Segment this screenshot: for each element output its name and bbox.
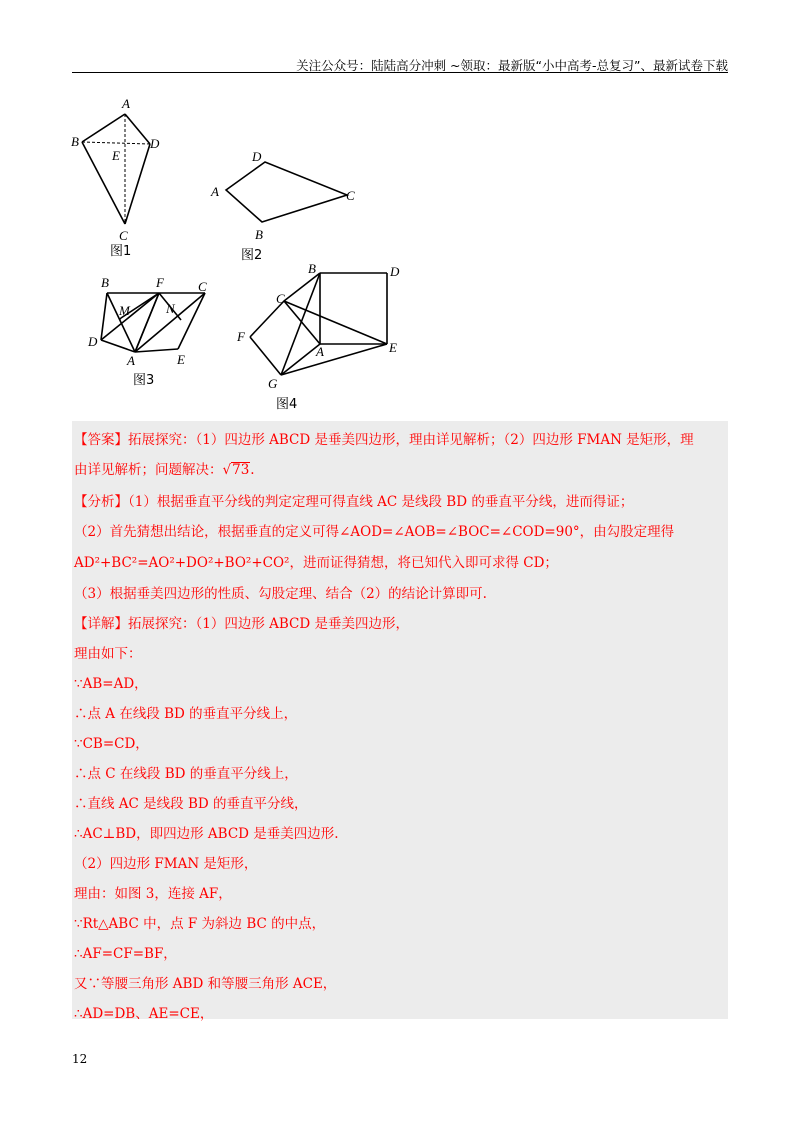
fig4-label-a: A [316, 344, 324, 359]
detail-line-4: ∴点 A 在线段 BD 的垂直平分线上， [74, 706, 298, 722]
figure-3 [85, 272, 225, 392]
answer-line-2 [74, 458, 255, 478]
fig4-label-f: F [237, 329, 245, 344]
header-divider [72, 72, 728, 73]
analysis-line-4: （3）根据垂美四边形的性质、勾股定理、结合（2）的结论计算即可. [74, 586, 487, 602]
analysis-line-1: 【分析】（1）根据垂直平分线的判定定理可得直线 AC 是线段 BD 的垂直平分线，进而得证； [74, 494, 634, 510]
figure-4 [232, 258, 412, 418]
detail-line-14: ∴AD=DB、AE=CE， [74, 1006, 214, 1022]
page-number: 12 [72, 1052, 88, 1066]
fig4-caption: 图4 [276, 397, 298, 412]
fig3-label-b: B [101, 275, 109, 290]
fig3-label-e: E [177, 352, 185, 367]
fig4-label-d: D [390, 264, 400, 279]
fig3-label-m: M [119, 303, 130, 318]
fig3-label-n: N [166, 301, 175, 316]
answer-line-2-prefix: 由详见解析；问题解决： [74, 462, 223, 478]
fig1-label-d: D [150, 136, 160, 151]
detail-line-11: ∵Rt△ABC 中，点 F 为斜边 BC 的中点， [74, 916, 326, 932]
detail-line-12: ∴AF=CF=BF， [74, 946, 177, 962]
answer-line-1: 【答案】拓展探究：（1）四边形 ABCD 是垂美四边形，理由详见解析；（2）四边形 FMAN 是矩形，理 [74, 432, 694, 448]
detail-line-2: 理由如下： [74, 646, 142, 662]
fig3-label-d: D [88, 334, 98, 349]
detail-line-5: ∵CB=CD， [74, 736, 149, 752]
analysis-line-3: AD²+BC²=AO²+DO²+BO²+CO²，进而证得猜想，将已知代入即可求得 CD； [74, 555, 558, 571]
detail-line-6: ∴点 C 在线段 BD 的垂直平分线上， [74, 766, 298, 782]
fig2-label-d: D [252, 149, 262, 164]
detail-line-8: ∴AC⊥BD，即四边形 ABCD 是垂美四边形. [74, 826, 339, 842]
fig4-label-g: G [268, 376, 278, 391]
fig1-label-c: C [119, 228, 128, 243]
sqrt-radicand: 73 [232, 462, 250, 478]
fig3-label-f: F [156, 275, 164, 290]
sqrt-sign: √ [222, 462, 232, 478]
fig4-label-b: B [308, 261, 316, 276]
fig4-label-c: C [276, 291, 285, 306]
fig2-label-a: A [211, 184, 219, 199]
fig1-caption: 图1 [110, 244, 132, 259]
analysis-line-2: （2）首先猜想出结论，根据垂直的定义可得∠AOD=∠AOB=∠BOC=∠COD=90°，由勾股定理得 [74, 524, 675, 540]
fig2-label-c: C [346, 188, 355, 203]
fig3-label-c: C [198, 279, 207, 294]
fig2-caption: 图2 [241, 248, 263, 263]
fig3-caption: 图3 [133, 373, 155, 388]
fig3-label-a: A [127, 353, 135, 368]
fig1-label-e: E [112, 148, 120, 163]
fig2-label-b: B [255, 227, 263, 242]
detail-line-13: 又∵等腰三角形 ABD 和等腰三角形 ACE， [74, 976, 337, 992]
detail-line-10: 理由：如图 3，连接 AF， [74, 886, 232, 902]
detail-line-9: （2）四边形 FMAN 是矩形， [74, 856, 258, 872]
fig4-label-e: E [389, 340, 397, 355]
figure-2 [205, 142, 365, 267]
detail-line-3: ∵AB=AD， [74, 676, 148, 692]
fig1-label-a: A [122, 96, 130, 111]
detail-line-1: 【详解】拓展探究：（1）四边形 ABCD 是垂美四边形， [74, 616, 409, 632]
detail-line-7: ∴直线 AC 是线段 BD 的垂直平分线， [74, 796, 308, 812]
figure-1 [70, 92, 170, 267]
fig1-label-b: B [71, 134, 79, 149]
page-header: 关注公众号：陆陆高分冲刺 ~领取：最新版“小中高考-总复习”、最新试卷下载 [296, 58, 728, 73]
answer-line-2-suffix: . [250, 462, 255, 478]
